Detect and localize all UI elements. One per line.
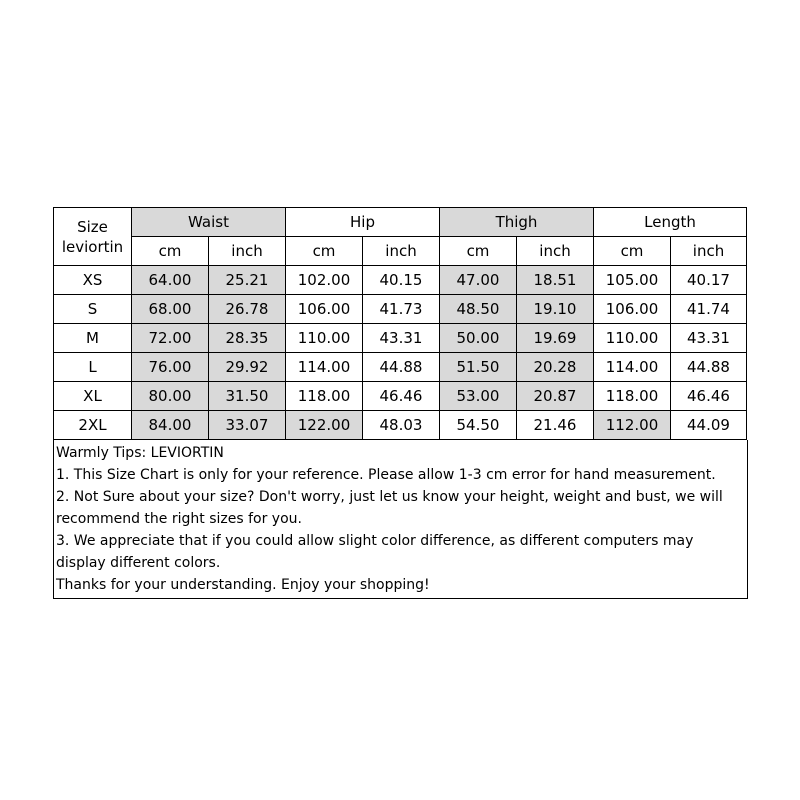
header-row-groups <box>54 208 747 237</box>
thigh-inch-cell: 19.69 <box>517 324 594 353</box>
unit-header: inch <box>671 237 747 266</box>
length-inch-cell: 44.09 <box>671 411 747 440</box>
unit-header: cm <box>440 237 517 266</box>
tips-line-1: 1. This Size Chart is only for your reference. Please allow 1-3 cm error for hand measurement. <box>56 467 716 483</box>
waist-cm-cell: 80.00 <box>132 382 209 411</box>
tips-box <box>53 440 748 599</box>
length-inch-cell: 41.74 <box>671 295 747 324</box>
length-inch-cell: 43.31 <box>671 324 747 353</box>
size-cell: 2XL <box>54 411 132 440</box>
length-inch-cell: 44.88 <box>671 353 747 382</box>
tips-line-3: 3. We appreciate that if you could allow slight color difference, as different computers may display different colors. <box>56 533 694 571</box>
thigh-cm-cell: 51.50 <box>440 353 517 382</box>
length-inch-cell: 40.17 <box>671 266 747 295</box>
size-cell: S <box>54 295 132 324</box>
thigh-inch-cell: 20.28 <box>517 353 594 382</box>
size-cell: XS <box>54 266 132 295</box>
group-header-thigh: Thigh <box>440 208 594 237</box>
group-header-waist: Waist <box>132 208 286 237</box>
tips-title: Warmly Tips: LEVIORTIN <box>56 445 224 461</box>
hip-cm-cell: 106.00 <box>286 295 363 324</box>
table-row <box>54 382 747 411</box>
table-row <box>54 411 747 440</box>
unit-header: cm <box>594 237 671 266</box>
hip-cm-cell: 110.00 <box>286 324 363 353</box>
length-inch-cell: 46.46 <box>671 382 747 411</box>
thigh-cm-cell: 50.00 <box>440 324 517 353</box>
waist-inch-cell: 28.35 <box>209 324 286 353</box>
waist-inch-cell: 33.07 <box>209 411 286 440</box>
hip-inch-cell: 41.73 <box>363 295 440 324</box>
hip-inch-cell: 44.88 <box>363 353 440 382</box>
thigh-inch-cell: 19.10 <box>517 295 594 324</box>
length-cm-cell: 118.00 <box>594 382 671 411</box>
waist-inch-cell: 29.92 <box>209 353 286 382</box>
size-header-line1: Size <box>77 217 108 236</box>
length-cm-cell: 112.00 <box>594 411 671 440</box>
hip-inch-cell: 48.03 <box>363 411 440 440</box>
hip-cm-cell: 118.00 <box>286 382 363 411</box>
unit-header: cm <box>286 237 363 266</box>
unit-header: inch <box>517 237 594 266</box>
unit-header: cm <box>132 237 209 266</box>
waist-cm-cell: 76.00 <box>132 353 209 382</box>
hip-cm-cell: 122.00 <box>286 411 363 440</box>
thigh-cm-cell: 53.00 <box>440 382 517 411</box>
waist-inch-cell: 25.21 <box>209 266 286 295</box>
thigh-cm-cell: 54.50 <box>440 411 517 440</box>
tips-line-4: Thanks for your understanding. Enjoy your shopping! <box>56 577 430 593</box>
table-row <box>54 266 747 295</box>
thigh-inch-cell: 20.87 <box>517 382 594 411</box>
waist-inch-cell: 31.50 <box>209 382 286 411</box>
length-cm-cell: 114.00 <box>594 353 671 382</box>
waist-inch-cell: 26.78 <box>209 295 286 324</box>
waist-cm-cell: 68.00 <box>132 295 209 324</box>
header-row-units <box>54 237 747 266</box>
waist-cm-cell: 72.00 <box>132 324 209 353</box>
tips-line-2: 2. Not Sure about your size? Don't worry, just let us know your height, weight and bust, we will recommend the right sizes for you. <box>56 489 723 527</box>
size-table <box>53 207 747 440</box>
thigh-inch-cell: 18.51 <box>517 266 594 295</box>
size-header-line2: leviortin <box>61 237 124 256</box>
unit-header: inch <box>209 237 286 266</box>
waist-cm-cell: 64.00 <box>132 266 209 295</box>
table-row <box>54 353 747 382</box>
group-header-length: Length <box>594 208 747 237</box>
thigh-inch-cell: 21.46 <box>517 411 594 440</box>
table-row <box>54 324 747 353</box>
size-cell: L <box>54 353 132 382</box>
hip-cm-cell: 114.00 <box>286 353 363 382</box>
waist-cm-cell: 84.00 <box>132 411 209 440</box>
hip-cm-cell: 102.00 <box>286 266 363 295</box>
size-chart <box>53 207 746 599</box>
size-cell: XL <box>54 382 132 411</box>
thigh-cm-cell: 48.50 <box>440 295 517 324</box>
group-header-hip: Hip <box>286 208 440 237</box>
size-cell: M <box>54 324 132 353</box>
length-cm-cell: 106.00 <box>594 295 671 324</box>
thigh-cm-cell: 47.00 <box>440 266 517 295</box>
length-cm-cell: 105.00 <box>594 266 671 295</box>
size-header-cell <box>54 208 132 266</box>
unit-header: inch <box>363 237 440 266</box>
hip-inch-cell: 43.31 <box>363 324 440 353</box>
hip-inch-cell: 40.15 <box>363 266 440 295</box>
hip-inch-cell: 46.46 <box>363 382 440 411</box>
length-cm-cell: 110.00 <box>594 324 671 353</box>
table-row <box>54 295 747 324</box>
